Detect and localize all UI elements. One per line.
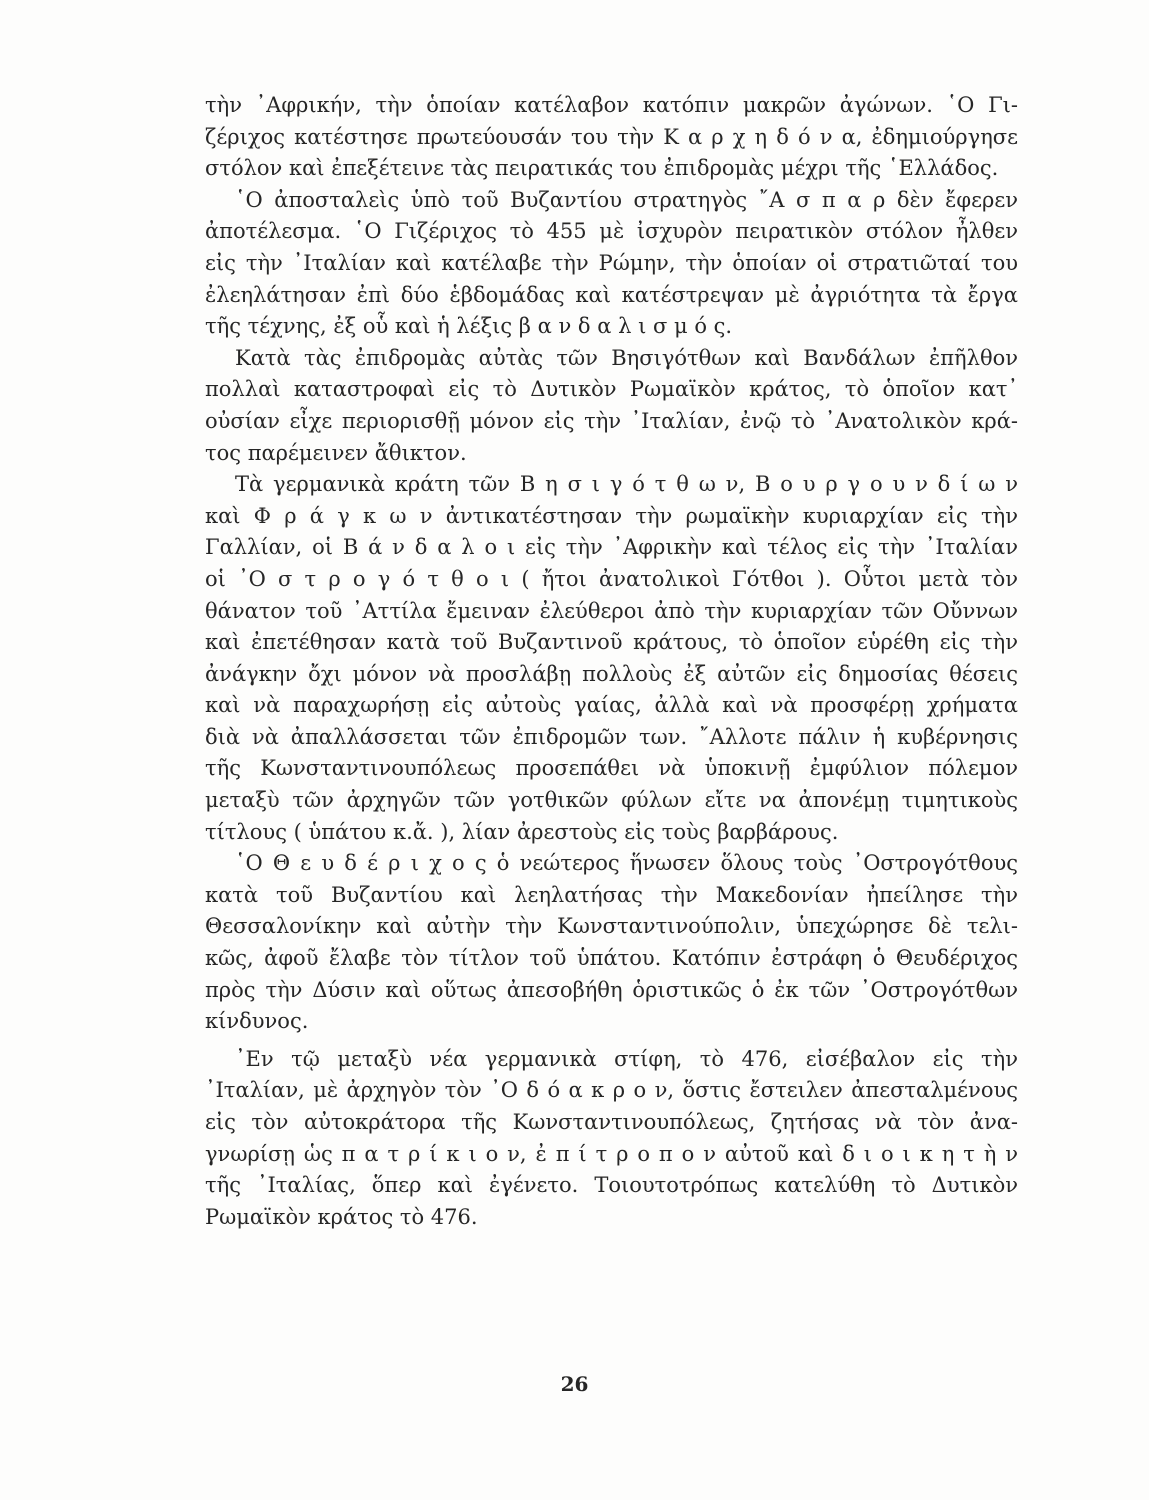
text-line: καὶ Φ ρ ά γ κ ω ν ἀντικατέστησαν τὴν ρωμαϊκὴν κυριαρχίαν εἰς τὴν xyxy=(205,503,1018,528)
text-line: μεταξὺ τῶν ἀρχηγῶν τῶν γοτθικῶν φύλων εἴτε να ἀπονέμῃ τιμητικοὺς xyxy=(205,788,1018,813)
text-line: Θεσσαλονίκην καὶ αὐτὴν τὴν Κωνσταντινούπολιν, ὑπεχώρησε δὲ τελι- xyxy=(205,914,1018,939)
text-line: τος παρέμεινεν ἄθικτον. xyxy=(205,440,467,465)
text-line: Γαλλίαν, οἱ Β ά ν δ α λ ο ι εἰς τὴν ᾿Αφρικὴν καὶ τέλος εἰς τὴν ᾿Ιταλίαν xyxy=(205,535,1018,560)
text-line: εἰς τὴν ᾿Ιταλίαν καὶ κατέλαβε τὴν Ρώμην, τὴν ὁποίαν οἱ στρατιῶταί του xyxy=(205,250,1018,275)
text-line: κῶς, ἀφοῦ ἔλαβε τὸν τίτλον τοῦ ὑπάτου. Κατόπιν ἐστράφη ὁ Θευδέριχος xyxy=(205,946,1018,971)
text-line: οὐσίαν εἶχε περιορισθῇ μόνον εἰς τὴν ᾿Ιταλίαν, ἐνῷ τὸ ᾿Ανατολικὸν κρά- xyxy=(205,408,1018,433)
text-line: Κατὰ τὰς ἐπιδρομὰς αὐτὰς τῶν Βησιγότθων καὶ Βανδάλων ἐπῆλθον xyxy=(235,345,1018,370)
text-line: Τὰ γερμανικὰ κράτη τῶν Β η σ ι γ ό τ θ ω ν, Β ο υ ρ γ ο υ ν δ ί ω ν xyxy=(235,472,1018,497)
text-line: στόλον καὶ ἐπεξέτεινε τὰς πειρατικάς του ἐπιδρομὰς μέχρι τῆς ῾Ελλάδος. xyxy=(205,156,999,181)
page-number: 26 xyxy=(560,1372,589,1396)
text-line: πολλαὶ καταστροφαὶ εἰς τὸ Δυτικὸν Ρωμαϊκὸν κράτος, τὸ ὁποῖον κατ᾿ xyxy=(205,377,1018,402)
body-text xyxy=(205,90,1018,1233)
text-line: ζέριχος κατέστησε πρωτεύουσάν του τὴν Κ α ρ χ η δ ό ν α, ἐδημιούργησε xyxy=(205,124,1018,149)
text-line: τῆς Κωνσταντινουπόλεως προσεπάθει νὰ ὑποκινῇ ἐμφύλιον πόλεμον xyxy=(205,756,1018,781)
text-line: εἰς τὸν αὐτοκράτορα τῆς Κωνσταντινουπόλεως, ζητήσας νὰ τὸν ἀνα- xyxy=(205,1110,1018,1134)
text-line: Ρωμαϊκὸν κράτος τὸ 476. xyxy=(205,1204,478,1229)
text-line: ἀνάγκην ὄχι μόνον νὰ προσλάβῃ πολλοὺς ἐξ αὐτῶν εἰς δημοσίας θέσεις xyxy=(205,661,1018,686)
text-line: τὴν ᾿Αφρικήν, τὴν ὁποίαν κατέλαβον κατόπιν μακρῶν ἀγώνων. ῾Ο Γι- xyxy=(205,93,1018,117)
text-line: καὶ ἐπετέθησαν κατὰ τοῦ Βυζαντινοῦ κράτους, τὸ ὁποῖον εὑρέθη εἰς τὴν xyxy=(205,630,1018,655)
text-line: θάνατον τοῦ ᾿Αττίλα ἔμειναν ἐλεύθεροι ἀπὸ τὴν κυριαρχίαν τῶν Οὔννων xyxy=(205,598,1018,623)
text-line: τῆς ᾿Ιταλίας, ὅπερ καὶ ἐγένετο. Τοιουτοτρόπως κατελύθη τὸ Δυτικὸν xyxy=(205,1173,1018,1198)
text-line: τίτλους ( ὑπάτου κ.ἄ. ), λίαν ἀρεστοὺς εἰς τοὺς βαρβάρους. xyxy=(205,819,839,844)
text-line: ᾿Ιταλίαν, μὲ ἀρχηγὸν τὸν ᾿Ο δ ό α κ ρ ο ν, ὅστις ἔστειλεν ἀπεσταλμένους xyxy=(205,1078,1018,1103)
text-line: κατὰ τοῦ Βυζαντίου καὶ λεηλατήσας τὴν Μακεδονίαν ἠπείλησε τὴν xyxy=(205,882,1018,907)
text-line: ᾿Εν τῷ μεταξὺ νέα γερμανικὰ στίφη, τὸ 476, εἰσέβαλον εἰς τὴν xyxy=(235,1046,1018,1071)
text-line: διὰ νὰ ἀπαλλάσσεται τῶν ἐπιδρομῶν των. ῎Αλλοτε πάλιν ἡ κυβέρνησις xyxy=(205,724,1018,749)
text-line: ῾Ο Θ ε υ δ έ ρ ι χ ο ς ὁ νεώτερος ἥνωσεν ὅλους τοὺς ᾿Οστρογότθους xyxy=(235,851,1018,876)
text-line: οἱ ᾿Ο σ τ ρ ο γ ό τ θ ο ι ( ἤτοι ἀνατολικοὶ Γότθοι ). Οὗτοι μετὰ τὸν xyxy=(205,566,1018,591)
text-line: ἐλεηλάτησαν ἐπὶ δύο ἑβδομάδας καὶ κατέστρεψαν μὲ ἀγριότητα τὰ ἔργα xyxy=(205,282,1018,307)
text-line: κίνδυνος. xyxy=(205,1009,309,1034)
text-line: πρὸς τὴν Δύσιν καὶ οὕτως ἀπεσοβήθη ὁριστικῶς ὁ ἐκ τῶν ᾿Οστρογότθων xyxy=(205,977,1018,1002)
text-line: ἀποτέλεσμα. ῾Ο Γιζέριχος τὸ 455 μὲ ἰσχυρὸν πειρατικὸν στόλον ἦλθεν xyxy=(205,219,1018,244)
text-line: ῾Ο ἀποσταλεὶς ὑπὸ τοῦ Βυζαντίου στρατηγὸς ῎Α σ π α ρ δὲν ἔφερεν xyxy=(235,187,1018,212)
text-line: γνωρίσῃ ὡς π α τ ρ ί κ ι ο ν, ἐ π ί τ ρ ο π ο ν αὐτοῦ καὶ δ ι ο ι κ η τ ὴ ν xyxy=(205,1141,1018,1166)
text-line: τῆς τέχνης, ἐξ οὗ καὶ ἡ λέξις β α ν δ α λ ι σ μ ό ς. xyxy=(205,314,733,339)
text-line: καὶ νὰ παραχωρήσῃ εἰς αὐτοὺς γαίας, ἀλλὰ καὶ νὰ προσφέρῃ χρήματα xyxy=(205,693,1018,718)
